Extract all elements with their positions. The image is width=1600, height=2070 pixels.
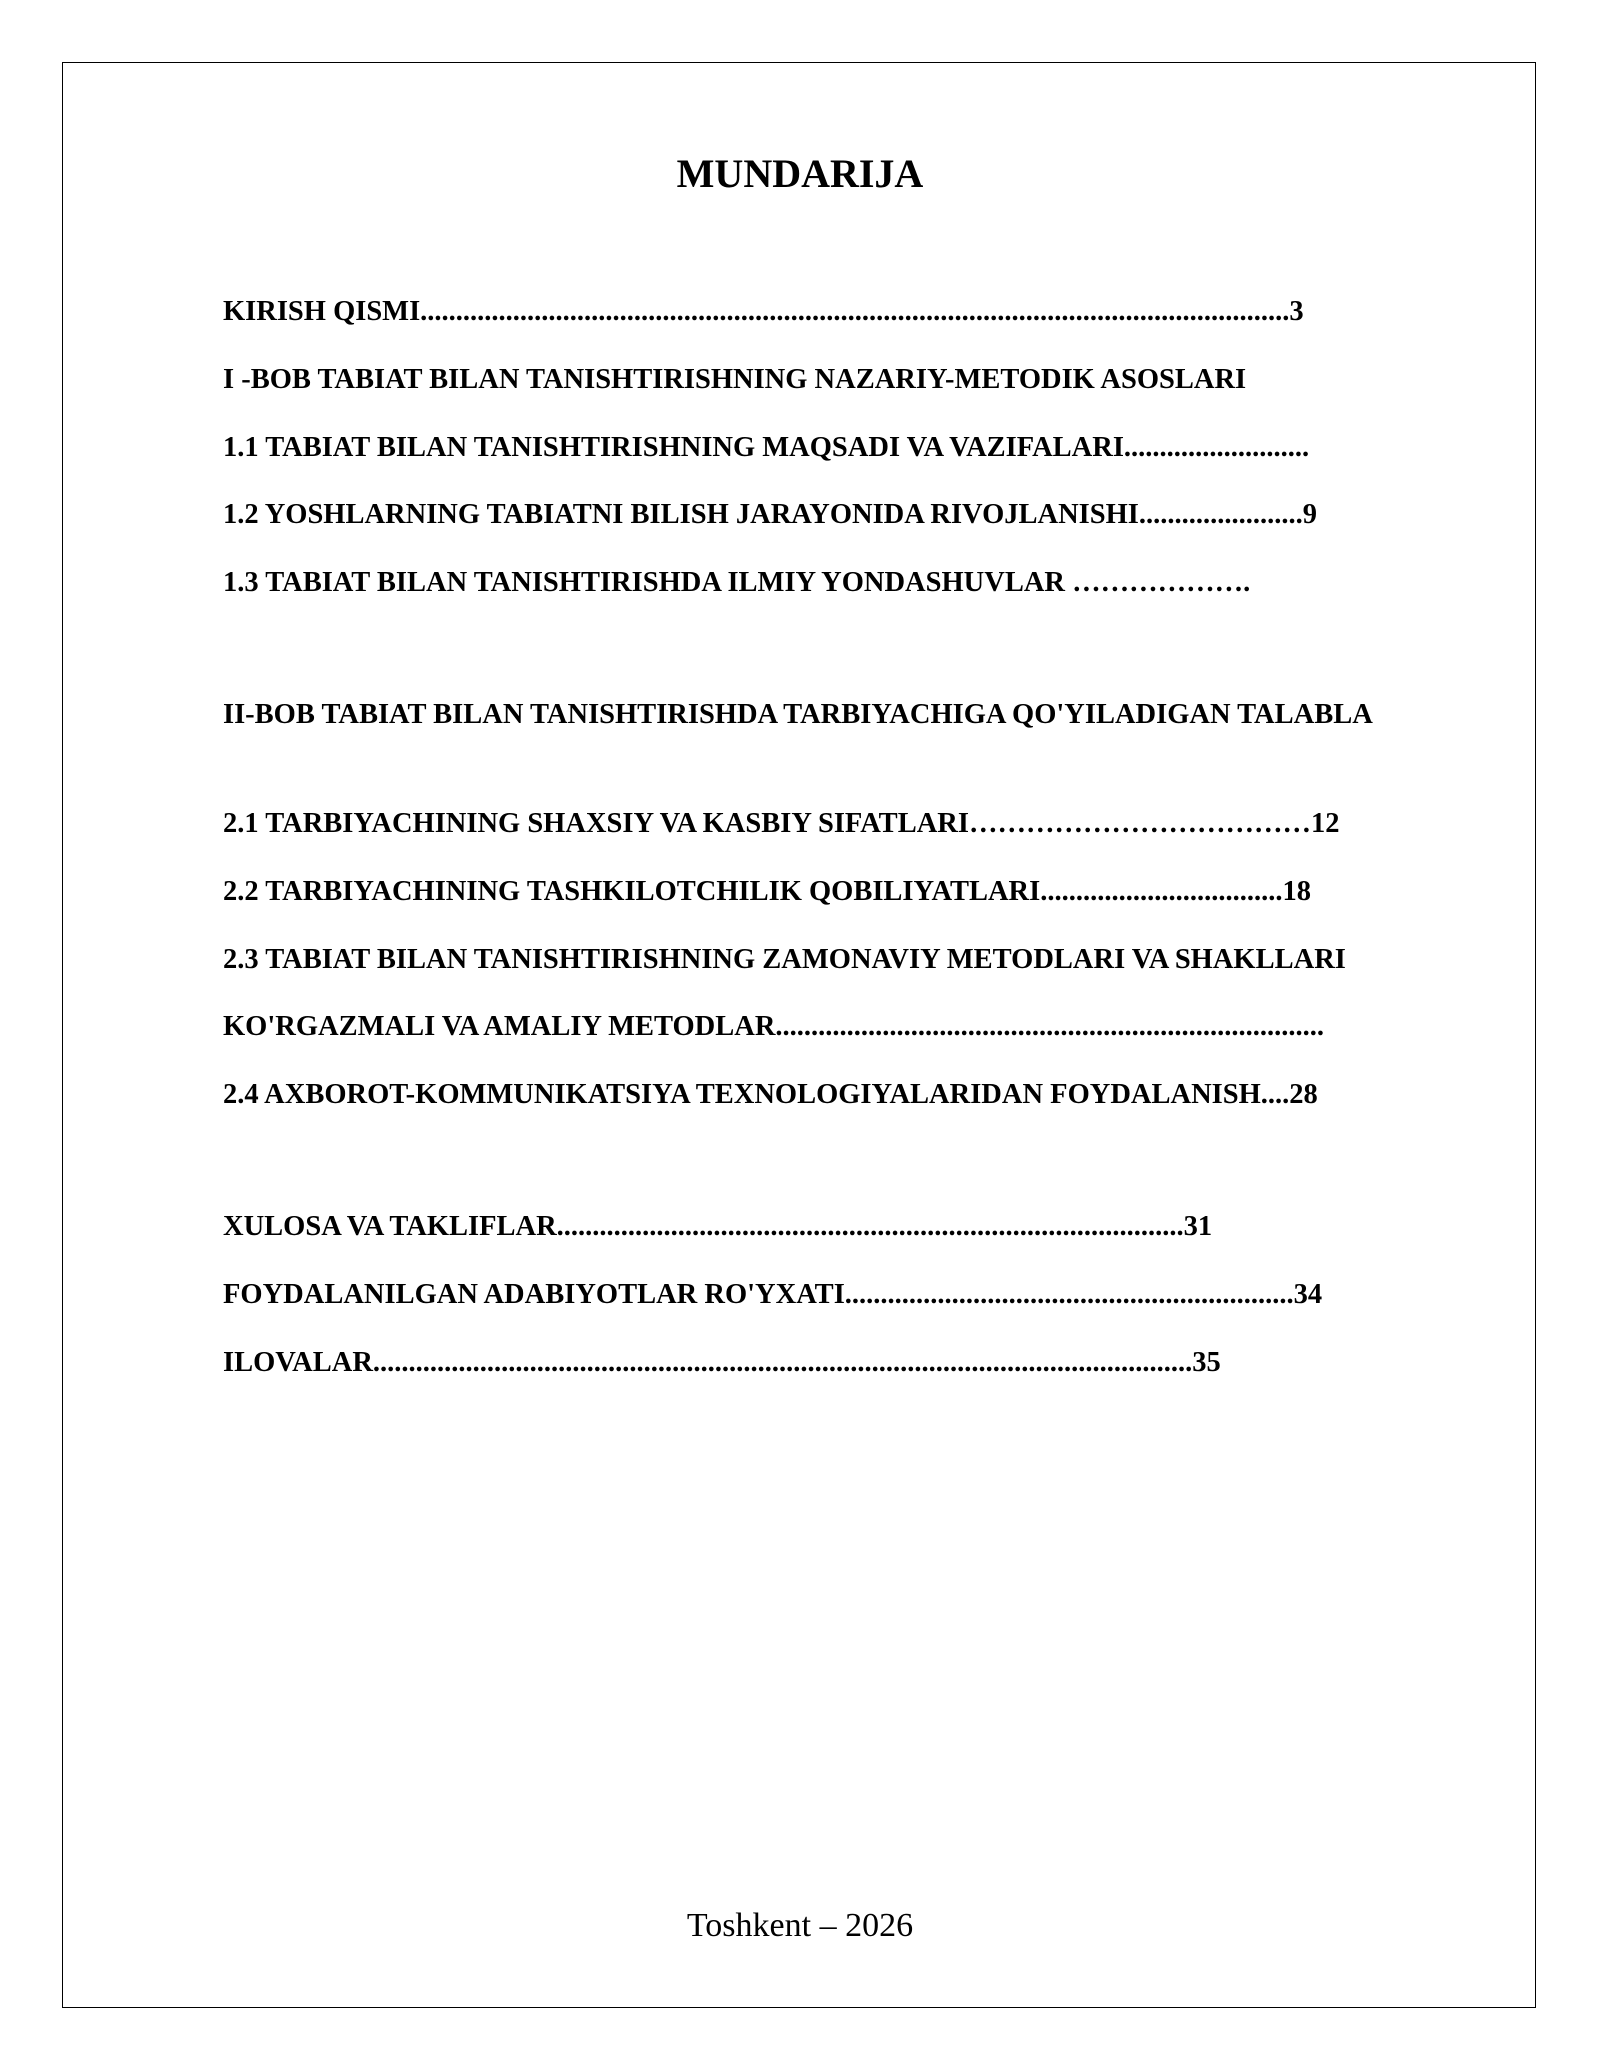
- toc-entry-1-2: 1.2 YOSHLARNING TABIATNI BILISH JARAYONIDA RIVOJLANISHI.......................9: [223, 499, 1317, 530]
- toc-entry-2-2: 2.2 TARBIYACHINING TASHKILOTCHILIK QOBILIYATLARI..................................18: [223, 876, 1311, 907]
- toc-entry-2-3-continued: KO'RGAZMALI VA AMALIY METODLAR.............................................................................: [223, 1011, 1325, 1042]
- toc-entry-1-3: 1.3 TABIAT BILAN TANISHTIRISHDA ILMIY YONDASHUVLAR ……………….: [223, 567, 1251, 598]
- toc-entry-2-3: 2.3 TABIAT BILAN TANISHTIRISHNING ZAMONAVIY METODLARI VA SHAKLLARI: [223, 944, 1346, 975]
- toc-entry-1-1: 1.1 TABIAT BILAN TANISHTIRISHNING MAQSADI VA VAZIFALARI..........................: [223, 432, 1310, 463]
- toc-entry-2-1: 2.1 TARBIYACHINING SHAXSIY VA KASBIY SIFATLARI………………………………12: [223, 808, 1340, 839]
- toc-entry-chapter-2: II-BOB TABIAT BILAN TANISHTIRISHDA TARBIYACHIGA QO'YILADIGAN TALABLA: [223, 699, 1373, 730]
- footer-city-year: Toshkent – 2026: [686, 1907, 914, 1944]
- toc-entry-ilovalar: ILOVALAR...................................................................................................................35: [223, 1347, 1221, 1378]
- toc-entry-2-4: 2.4 AXBOROT-KOMMUNIKATSIYA TEXNOLOGIYALARIDAN FOYDALANISH....28: [223, 1079, 1318, 1110]
- toc-entry-adabiyotlar: FOYDALANILGAN ADABIYOTLAR RO'YXATI...............................................................34: [223, 1279, 1323, 1310]
- toc-entry-xulosa: XULOSA VA TAKLIFLAR........................................................................................31: [223, 1211, 1213, 1242]
- toc-entry-chapter-1: I -BOB TABIAT BILAN TANISHTIRISHNING NAZARIY-METODIK ASOSLARI: [223, 364, 1247, 395]
- page-title: MUNDARIJA: [676, 151, 924, 196]
- toc-entry-kirish: KIRISH QISMI..........................................................................................................................3: [223, 296, 1304, 327]
